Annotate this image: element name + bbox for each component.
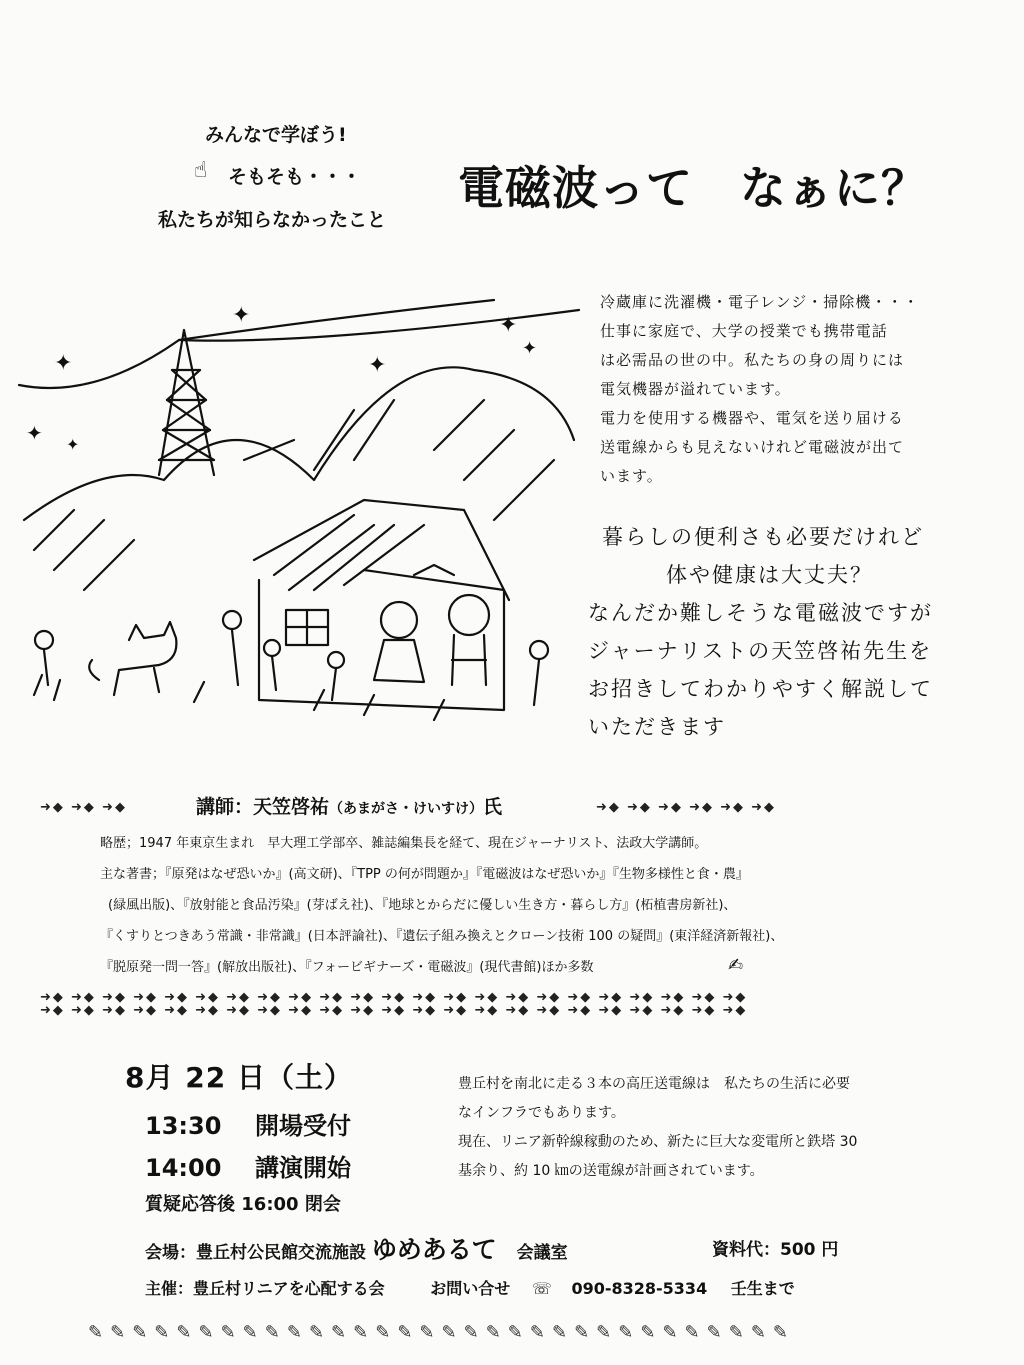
pencil-icon: ✎ <box>507 1322 523 1343</box>
ornament-divider: ➜◆ ➜◆ ➜◆ ➜◆ ➜◆ ➜◆ <box>596 800 777 815</box>
lecturer-heading <box>196 792 502 819</box>
kicker-lets-learn: みんなで学ぼう! <box>205 124 347 146</box>
kicker-unknown: 私たちが知らなかったこと <box>158 209 387 231</box>
pitch-line: お招きしてわかりやすく解説して <box>588 677 933 701</box>
pencil-icon: ✎ <box>728 1322 744 1343</box>
ornament-divider: ➜◆ ➜◆ ➜◆ <box>40 800 127 815</box>
flower-icon <box>35 631 53 685</box>
venue-line <box>145 1230 568 1266</box>
bio-line: 略歴；1947 年東京生まれ 早大理工学部卒、雑誌編集長を経て、現在ジャーナリスト、法政大学講師。 <box>100 836 708 851</box>
power-line <box>19 300 494 388</box>
pencil-icon: ✎ <box>353 1322 369 1343</box>
pencil-icon: ✎ <box>662 1322 678 1343</box>
pencil-icon: ✎ <box>397 1322 413 1343</box>
pencil-icon: ✎ <box>375 1322 391 1343</box>
host-line <box>145 1276 795 1299</box>
pencil-icon: ✎ <box>596 1322 612 1343</box>
kicker-sonomoso: そもそも・・・ <box>228 166 362 188</box>
grass <box>34 675 444 720</box>
pencil-icon: ✎ <box>242 1322 258 1343</box>
intro-line: 送電線からも見えないけれど電磁波が出て <box>600 438 905 456</box>
pencil-icon: ✎ <box>529 1322 545 1343</box>
pitch-text <box>588 518 933 746</box>
background-note <box>458 1070 857 1186</box>
pencil-icon: ✎ <box>618 1322 634 1343</box>
intro-line: は必需品の世の中。私たちの身の周りには <box>600 351 905 369</box>
lecturer-suffix: 氏 <box>483 796 503 818</box>
bio-line: 主な著書；『原発はなぜ恐いか』(高文研)、『TPP の何が問題か』『電磁波はなぜ恐いか』『生物多様性と食・農』 <box>100 867 749 882</box>
pencil-icon: ✎ <box>286 1322 302 1343</box>
star-icon: ✦ <box>232 303 251 328</box>
pencil-icon: ✎ <box>441 1322 457 1343</box>
page-title: 電磁波って なぁに？ <box>458 161 928 215</box>
pencil-icon: ✎ <box>220 1322 236 1343</box>
pencil-icon: ✎ <box>308 1322 325 1343</box>
star-icon: ✦ <box>368 353 387 378</box>
schedule-label: 講演開始 <box>255 1154 351 1182</box>
contact-label: お問い合せ <box>430 1279 511 1298</box>
phone-number: 090-8328-5334 <box>571 1279 708 1298</box>
pen-icon: ✍ <box>728 955 744 976</box>
pencil-icon: ✎ <box>88 1322 104 1343</box>
schedule-time: 13:30 <box>145 1112 222 1140</box>
star-icon: ✦ <box>522 338 538 359</box>
contact-person: 壬生まで <box>730 1279 795 1298</box>
ornament-divider: ➜◆ ➜◆ ➜◆ ➜◆ ➜◆ ➜◆ ➜◆ ➜◆ ➜◆ ➜◆ ➜◆ ➜◆ ➜◆ ➜◆ ➜◆ ➜◆ ➜◆ ➜◆ ➜◆ ➜◆ ➜◆ ➜◆ ➜◆ <box>40 1003 748 1018</box>
pencil-icon: ✎ <box>640 1322 656 1343</box>
venue-name: ゆめあるて <box>371 1235 497 1264</box>
pitch-line: ジャーナリストの天笠啓祐先生を <box>588 639 933 663</box>
venue-prefix: 会場：豊丘村公民館交流施設 <box>145 1243 366 1263</box>
note-line: 現在、リニア新幹線稼動のため、新たに巨大な変電所と鉄塔 30 <box>458 1134 858 1150</box>
star-icon: ✦ <box>499 313 518 338</box>
lecturer-reading: （あまがさ・けいすけ） <box>329 801 484 817</box>
organizer: 主催：豊丘村リニアを心配する会 <box>145 1279 385 1298</box>
pencil-icon: ✎ <box>750 1322 766 1343</box>
pencil-icon: ✎ <box>110 1322 126 1343</box>
star-icon: ✦ <box>54 351 73 376</box>
pylon-icon <box>159 330 214 475</box>
pencil-icon: ✎ <box>574 1322 590 1343</box>
closing-time: 質疑応答後 16:00 閉会 <box>145 1194 341 1215</box>
bio-line: (緑風出版)、『放射能と食品汚染』(芽ばえ社)、『地球とからだに優しい生き方・暮らし方』(柘植書房新社)、 <box>108 898 737 913</box>
lecturer-name: 講師：天笠啓祐 <box>196 796 330 818</box>
pencil-icon: ✎ <box>419 1322 435 1343</box>
schedule-time: 14:00 <box>145 1154 222 1182</box>
pitch-line: 暮らしの便利さも必要だけれど <box>602 525 924 549</box>
note-line: 豊丘村を南北に走る３本の高圧送電線は 私たちの生活に必要 <box>458 1076 850 1092</box>
pencil-icon: ✎ <box>684 1322 700 1343</box>
note-line: なインフラでもあります。 <box>458 1105 625 1121</box>
hills <box>24 367 574 520</box>
pointing-hand-icon: ☝ <box>194 158 208 183</box>
pitch-line: 体や健康は大丈夫？ <box>666 563 873 587</box>
pencil-icon: ✎ <box>264 1322 280 1343</box>
house <box>254 500 509 710</box>
phone-icon: ☏ <box>531 1279 552 1298</box>
pencil-icon: ✎ <box>132 1322 148 1343</box>
event-date: 8月 22 日（土） <box>125 1061 353 1094</box>
ornament-divider: ➜◆ ➜◆ ➜◆ ➜◆ ➜◆ ➜◆ ➜◆ ➜◆ ➜◆ ➜◆ ➜◆ ➜◆ ➜◆ ➜◆ ➜◆ ➜◆ ➜◆ ➜◆ ➜◆ ➜◆ ➜◆ ➜◆ ➜◆ <box>40 990 748 1005</box>
star-icon: ✦ <box>26 421 43 445</box>
pitch-line: なんだか難しそうな電磁波ですが <box>588 601 933 625</box>
lecturer-bio <box>100 828 783 983</box>
pencil-border <box>88 1322 788 1343</box>
pencil-icon: ✎ <box>706 1322 722 1343</box>
intro-line: 電気機器が溢れています。 <box>600 380 791 398</box>
star-icon: ✦ <box>66 435 80 454</box>
flower-icon <box>264 640 280 690</box>
intro-line: 仕事に家庭で、大学の授業でも携帯電話 <box>600 322 888 340</box>
intro-line: 冷蔵庫に洗濯機・電子レンジ・掃除機・・・ <box>600 293 920 311</box>
intro-line: 電力を使用する機器や、電気を送り届ける <box>600 409 904 427</box>
pencil-icon: ✎ <box>463 1322 479 1343</box>
flower-icon <box>530 641 548 705</box>
schedule-row <box>145 1106 351 1141</box>
pencil-icon: ✎ <box>772 1322 788 1343</box>
intro-line: います。 <box>600 467 663 485</box>
intro-text <box>600 288 919 491</box>
pencil-icon: ✎ <box>331 1322 347 1343</box>
bio-line: 『くすりとつきあう常識・非常識』(日本評論社)、『遺伝子組み換えとクローン技術 100 の疑問』(東洋経済新報社)、 <box>100 929 784 944</box>
cat-icon <box>89 622 176 695</box>
house-illustration <box>14 290 584 750</box>
pencil-icon: ✎ <box>551 1322 568 1343</box>
pitch-line: いただきます <box>588 715 726 739</box>
pencil-icon: ✎ <box>485 1322 501 1343</box>
note-line: 基余り、約 10 ㎞の送電線が計画されています。 <box>458 1163 764 1179</box>
bio-line: 『脱原発一問一答』(解放出版社)、『フォービギナーズ・電磁波』(現代書館)ほか多数 <box>100 960 594 975</box>
pencil-icon: ✎ <box>198 1322 214 1343</box>
fee: 資料代：500 円 <box>712 1240 839 1260</box>
flower-icon <box>223 611 241 685</box>
pencil-icon: ✎ <box>176 1322 192 1343</box>
schedule-row <box>145 1148 351 1183</box>
flower-icon <box>328 652 344 700</box>
pencil-icon: ✎ <box>154 1322 170 1343</box>
schedule-label: 開場受付 <box>255 1112 351 1140</box>
venue-room: 会議室 <box>516 1243 568 1263</box>
